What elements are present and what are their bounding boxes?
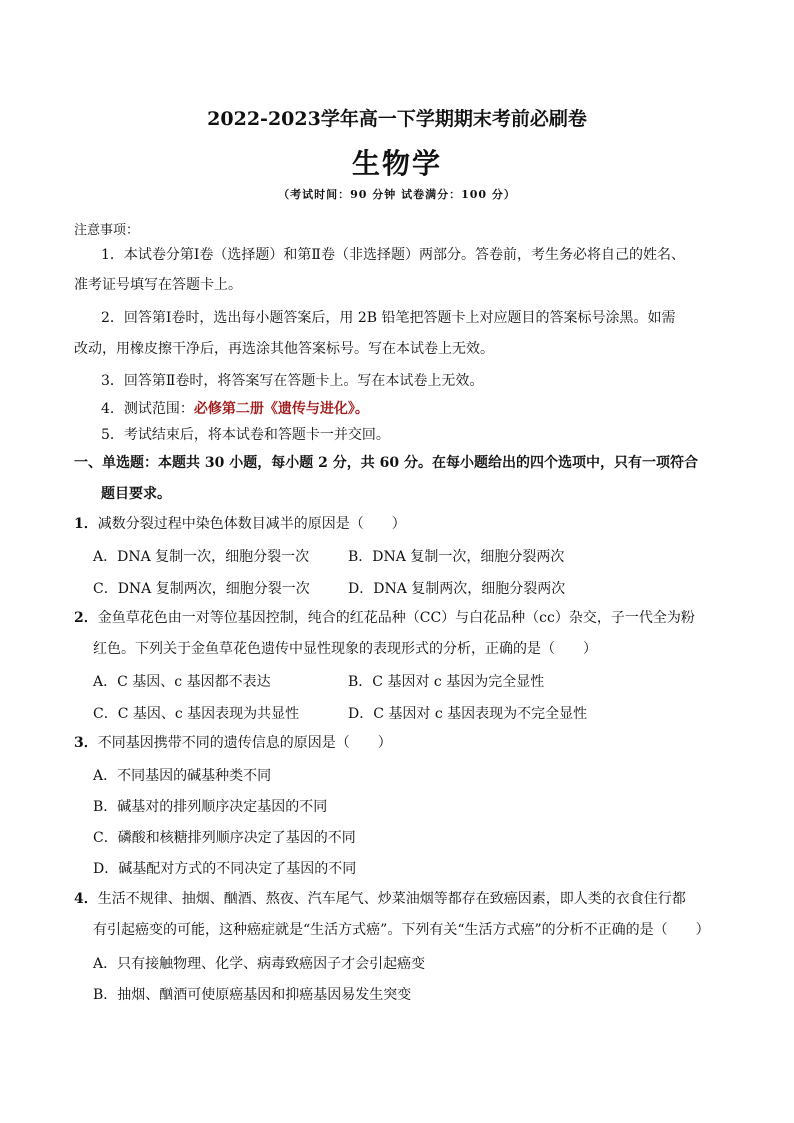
question-3-option-b: B．碱基对的排列顺序决定基因的不同 [93,799,328,815]
question-2-option-a: A．C 基因、c 基因都不表达 [93,674,271,690]
note-item-4 [101,400,369,419]
question-3 [74,734,392,753]
note-item-2-line-2: 改动，用橡皮擦干净后，再选涂其他答案标号。写在本试卷上无效。 [74,341,494,357]
question-4-option-a: A．只有接触物理、化学、病毒致癌因子才会引起癌变 [93,956,426,972]
question-2-option-c: C．C 基因、c 基因表现为共显性 [93,706,300,722]
question-3-option-d: D．碱基配对方式的不同决定了基因的不同 [93,861,357,877]
question-3-option-a: A．不同基因的碱基种类不同 [93,768,272,784]
question-4-stem-line-1: 生活不规律、抽烟、酗酒、熬夜、汽车尾气、炒菜油烟等都存在致癌因素，即人类的衣食住行都 [97,891,686,907]
exam-title: 2022-2023学年高一下学期期末考前必刷卷 [207,108,587,130]
note-item-1-line-2: 准考证号填写在答题卡上。 [74,277,242,293]
question-2-option-b: B．C 基因对 c 基因为完全显性 [348,674,545,690]
note-item-2-line-1: 2．回答第Ⅰ卷时，选出每小题答案后，用 2B 铅笔把答题卡上对应题目的答案标号涂黑。如需 [101,310,676,326]
question-2-option-d: D．C 基因对 c 基因表现为不完全显性 [348,706,588,722]
question-3-option-c: C．磷酸和核糖排列顺序决定了基因的不同 [93,830,356,846]
question-2-number: 2． [74,610,98,626]
test-range: 必修第二册《遗传与进化》。 [193,401,369,417]
note-item-5: 5．考试结束后，将本试卷和答题卡一并交回。 [101,427,390,443]
question-1-option-d: D．DNA 复制两次，细胞分裂两次 [348,581,566,597]
question-2-line-2: 红色。下列关于金鱼草花色遗传中显性现象的表现形式的分析，正确的是（ ） [93,641,597,657]
question-4-option-b: B．抽烟、酗酒可使原癌基因和抑癌基因易发生突变 [93,987,412,1003]
question-4-line-2: 有引起癌变的可能，这种癌症就是“生活方式癌”。下列有关“生活方式癌”的分析不正确的是（ ） [93,922,710,938]
subject-title: 生物学 [351,147,442,180]
question-1-stem: 减数分裂过程中染色体数目减半的原因是（ ） [97,516,406,532]
question-1-option-b: B．DNA 复制一次，细胞分裂两次 [348,549,565,565]
note-item-1-line-1: 1．本试卷分第Ⅰ卷（选择题）和第Ⅱ卷（非选择题）两部分。答卷前，考生务必将自己的姓名、 [101,247,685,263]
note-item-4-prefix: 4．测试范围： [101,401,194,417]
question-2-stem-line-1: 金鱼草花色由一对等位基因控制，纯合的红花品种（CC）与白花品种（cc）杂交，子一代全为粉 [97,610,695,626]
section-1-heading-line-2: 题目要求。 [101,486,171,502]
question-1-option-c: C．DNA 复制两次，细胞分裂一次 [93,581,310,597]
question-2-line-1 [74,609,695,628]
section-1-heading-line-1: 一、单选题：本题共 30 小题，每小题 2 分，共 60 分。在每小题给出的四个选项中，只有一项符合 [74,455,698,471]
question-4-line-1 [74,890,686,909]
question-1 [74,515,406,534]
question-1-option-a: A．DNA 复制一次，细胞分裂一次 [93,549,310,565]
question-3-stem: 不同基因携带不同的遗传信息的原因是（ ） [97,735,392,751]
notes-heading: 注意事项： [74,223,140,238]
question-4-number: 4． [74,891,98,907]
question-1-number: 1． [74,516,98,532]
exam-info: （考试时间：90 分钟 试卷满分：100 分） [278,188,516,201]
question-3-number: 3． [74,735,98,751]
note-item-3: 3．回答第Ⅱ卷时，将答案写在答题卡上。写在本试卷上无效。 [101,373,484,389]
